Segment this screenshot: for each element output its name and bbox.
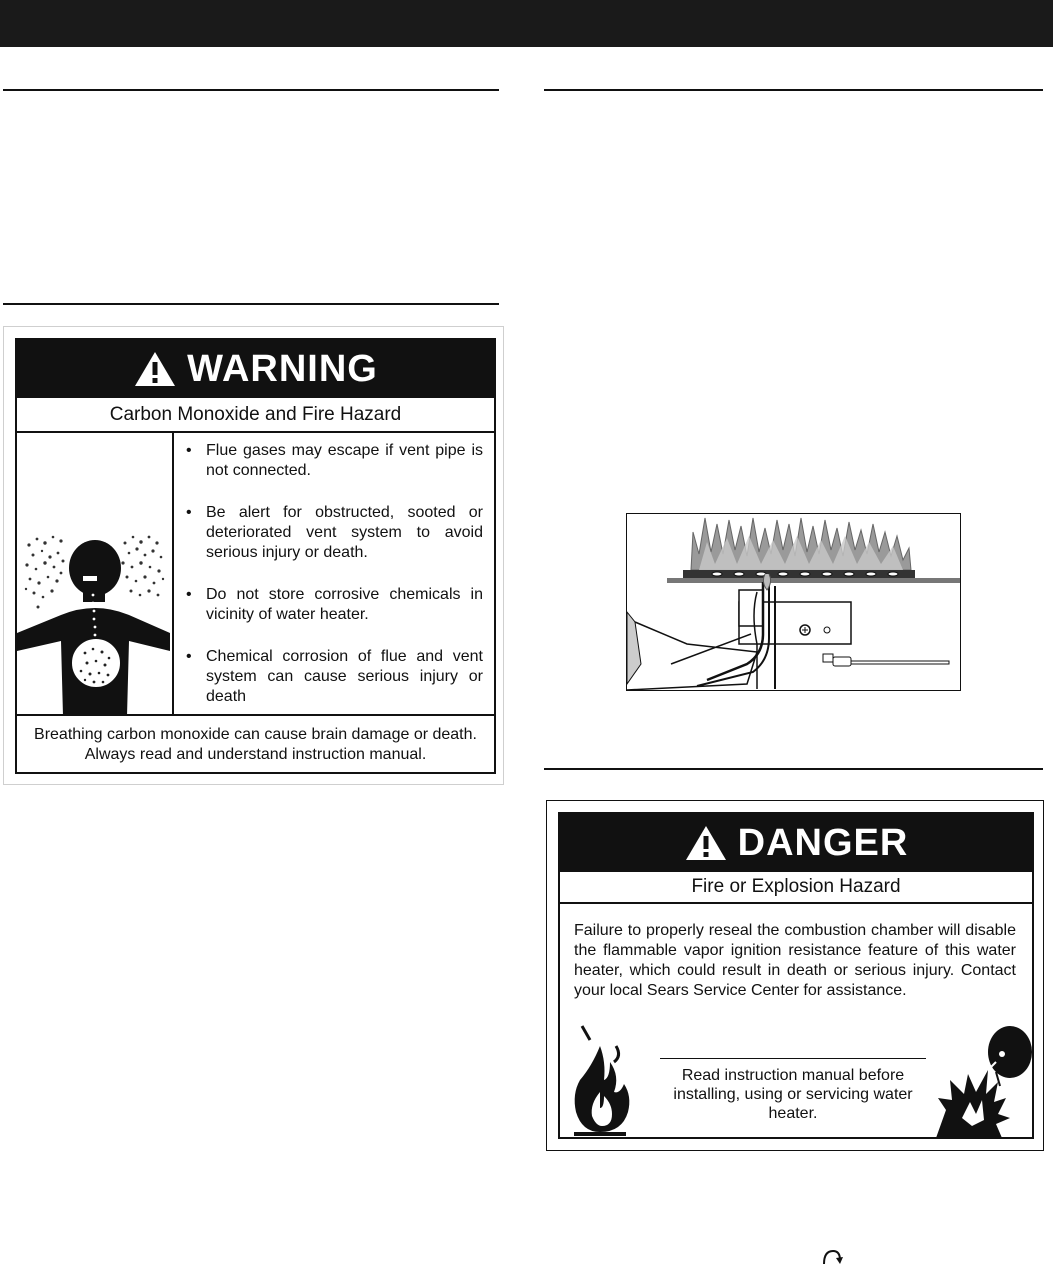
section-rule-left-1 [3, 89, 499, 91]
section-rule-right-1 [544, 89, 1043, 91]
danger-signal-word: DANGER [737, 821, 909, 864]
warning-signal-word: WARNING [187, 347, 378, 390]
warning-bullet: • Flue gases may escape if vent pipe is not connected. [186, 442, 483, 479]
person-breathing-co-icon [17, 433, 170, 716]
warning-bullet: • Be alert for obstructed, sooted or deteriorated vent system to avoid serious injury or death. [186, 504, 483, 561]
danger-label [558, 812, 1034, 1139]
warning-pictogram-cell [17, 433, 174, 714]
warning-header [17, 340, 494, 398]
danger-read-note: Read instruction manual before installing, using or servicing water heater. [673, 1067, 913, 1122]
section-rule-right-2 [544, 768, 1043, 770]
burner-illustration-frame [626, 513, 961, 691]
alert-triangle-icon [133, 350, 177, 388]
warning-body [17, 433, 494, 716]
explosion-person-icon [936, 1022, 1032, 1138]
danger-subtitle: Fire or Explosion Hazard [560, 872, 1032, 904]
warning-footer: Breathing carbon monoxide can cause brain damage or death. Always read and understand instruction manual. [34, 726, 477, 763]
burner-assembly-illustration [627, 514, 961, 691]
danger-header [560, 814, 1032, 872]
rotate-arrow-icon [820, 1248, 844, 1266]
warning-subtitle: Carbon Monoxide and Fire Hazard [17, 398, 494, 433]
danger-divider [660, 1058, 926, 1059]
header-bar [0, 0, 1053, 47]
warning-bullet: • Do not store corrosive chemicals in vicinity of water heater. [186, 586, 483, 623]
warning-bullet-list [183, 441, 483, 729]
section-rule-left-2 [3, 303, 499, 305]
warning-label [15, 338, 496, 774]
flame-icon [570, 1022, 632, 1138]
alert-triangle-icon [684, 824, 728, 862]
warning-bullet: • Chemical corrosion of flue and vent system can cause serious injury or death [186, 648, 483, 705]
danger-text: Failure to properly reseal the combustion chamber will disable the flammable vapor ignition resistance feature of this water heater, which could result in death or serious injury. Contact your local Sears Service Center for assistance. [574, 922, 1016, 999]
